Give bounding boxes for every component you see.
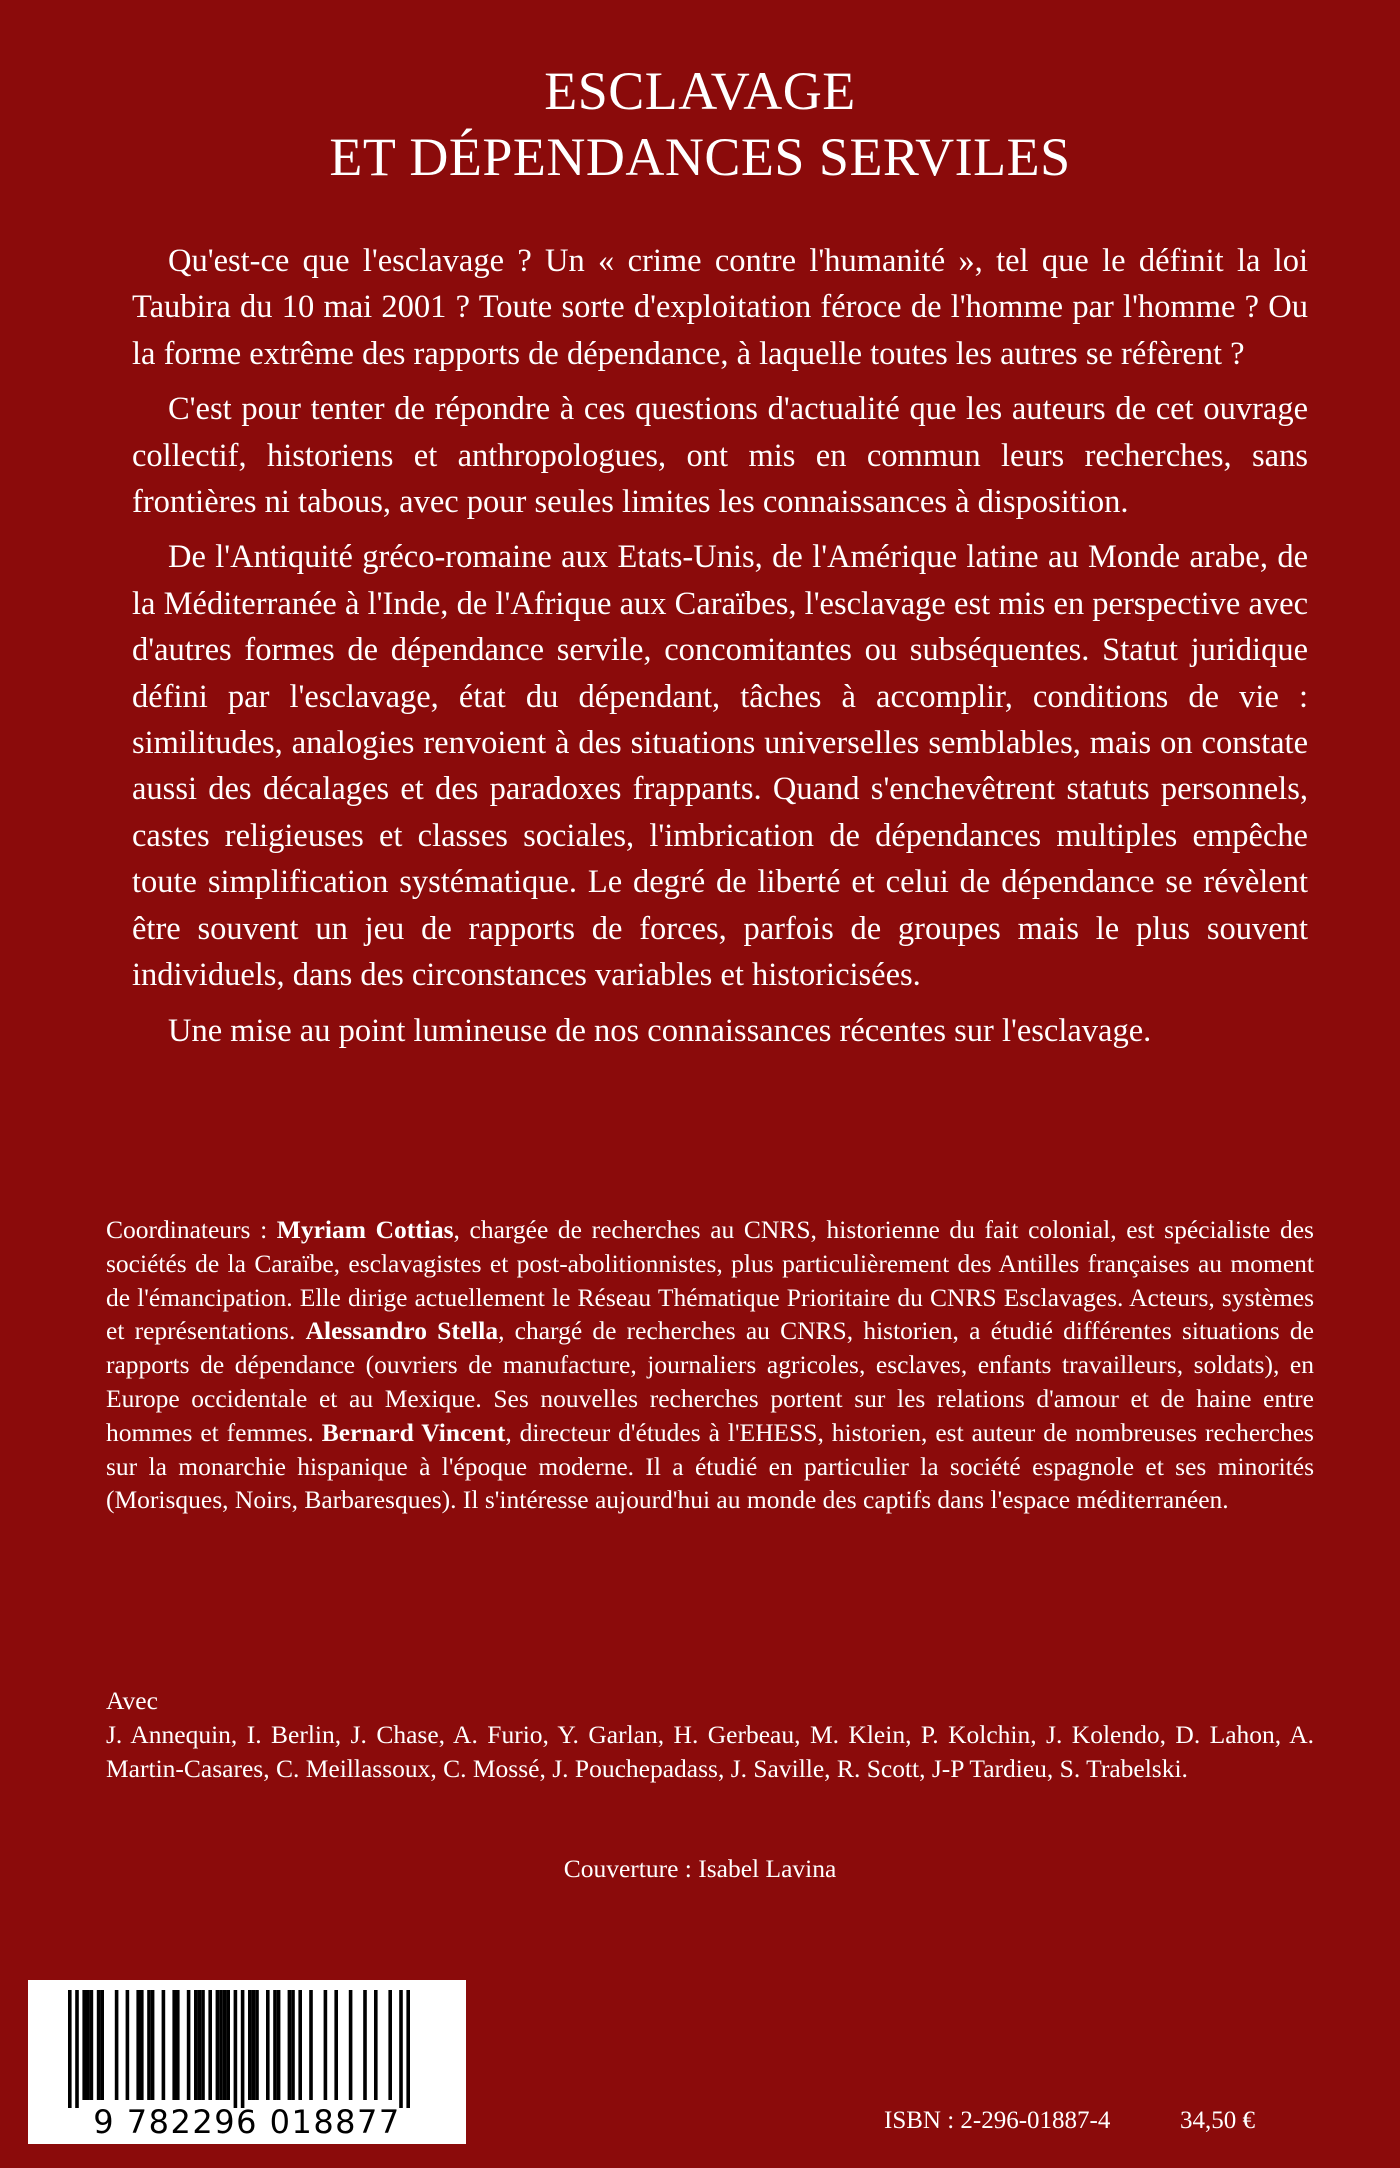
barcode-bar <box>115 1990 119 2100</box>
barcode-bar <box>82 1990 86 2100</box>
barcode-bar <box>136 1990 140 2100</box>
barcode-bar <box>151 1990 155 2100</box>
barcode-bar <box>252 1990 256 2100</box>
barcode-bar <box>266 1990 270 2100</box>
coordinators-bio <box>106 1213 1314 1517</box>
barcode-bar <box>349 1990 353 2100</box>
barcode <box>28 1980 466 2144</box>
blurb-paragraph: De l'Antiquité gréco-romaine aux Etats-Unis, de l'Amérique latine au Monde arabe, de la Méditerranée à l'Inde, de l'Afrique aux Caraïbes, l'esclavage est mis en perspective avec d'autres formes de dépendance servile, concomitantes ou subséquentes. Statut juridique défini par l'esclavage, état du dépendant, tâches à accomplir, conditions de vie : similitudes, analogies renvoient à des situations universelles semblables, mais on constate aussi des décalages et des paradoxes frappants. Quand s'enchevêtrent statuts personnels, castes religieuses et classes sociales, l'imbrication de dépendances multiples empêche toute simplification systématique. Le degré de liberté et celui de dépendance se révèlent être souvent un jeu de rapports de forces, parfois de groupes mais le plus souvent individuels, dans des circonstances variables et historicisées. <box>132 539 1308 994</box>
barcode-bar <box>100 1990 104 2100</box>
author-bio: , chargée de recherches au CNRS, historienne du fait colonial, est spécialiste des sociétés de la Caraïbe, esclavagistes et post-abolitionnistes, plus particulièrement des Antilles françaises au moment de l'émancipation. Elle dirige actuellement le Réseau Thématique Prioritaire du CNRS Esclavages. Acteurs, systèmes et représentations. <box>106 1215 1314 1346</box>
barcode-bar <box>216 1990 220 2100</box>
blurb-paragraph: Qu'est-ce que l'esclavage ? Un « crime contre l'humanité », tel que le définit la loi Taubira du 10 mai 2001 ? Toute sorte d'exploitation féroce de l'homme par l'homme ? Ou la forme extrême des rapports de dépendance, à laquelle toutes les autres se réfèrent ? <box>132 243 1308 372</box>
barcode-bar <box>298 1990 302 2100</box>
barcode-bar <box>324 1990 328 2100</box>
author-bio: , directeur d'études à l'EHESS, historien, est auteur de nombreuses recherches sur la monarchie hispanique à l'époque moderne. Il a étudié en particulier la société espagnole et ses minorités (Morisques, Noirs, Barbaresques). Il s'intéresse aujourd'hui au monde des captifs dans l'espace méditerranéen. <box>106 1417 1314 1515</box>
barcode-bar <box>291 1990 295 2100</box>
barcode-bar <box>248 1990 252 2100</box>
barcode-bar <box>388 1990 392 2100</box>
barcode-bar <box>223 1990 227 2100</box>
title-line-1: ESCLAVAGE <box>544 61 856 121</box>
isbn: ISBN : 2-296-01887-4 <box>884 2107 1111 2134</box>
barcode-bar <box>194 1990 198 2100</box>
barcode-bar <box>334 1990 338 2100</box>
blurb <box>132 238 1308 1063</box>
blurb-paragraph: C'est pour tenter de répondre à ces questions d'actualité que les auteurs de cet ouvrage collectif, historiens et anthropologues, ont mis en commun leurs recherches, sans frontières ni tabous, avec pour seules limites les connaissances à disposition. <box>132 391 1308 521</box>
title-line-2: ET DÉPENDANCES SERVILES <box>329 127 1071 187</box>
price: 34,50 € <box>1180 2107 1255 2134</box>
barcode-bar <box>140 1990 144 2100</box>
barcode-bar <box>176 1990 180 2100</box>
contributors-list: J. Annequin, I. Berlin, J. Chase, A. Furio, Y. Garlan, H. Gerbeau, M. Klein, P. Kolchin, J. Kolendo, D. Lahon, A. Martin-Casares, C. Meillassoux, C. Mossé, J. Pouchepadass, J. Saville, R. Scott, J-P Tardieu, S. Trabelski. <box>106 1719 1314 1783</box>
barcode-bar <box>68 1990 72 2108</box>
blurb-paragraph: Une mise au point lumineuse de nos connaissances récentes sur l'esclavage. <box>168 1012 1152 1049</box>
barcode-bar <box>374 1990 378 2100</box>
barcode-bar <box>277 1990 281 2100</box>
barcode-bar <box>309 1990 313 2100</box>
barcode-digits: 9 782296 018877 <box>93 2103 401 2141</box>
barcode-bar <box>241 1990 245 2108</box>
barcode-bar <box>162 1990 166 2100</box>
barcode-bar <box>198 1990 202 2100</box>
barcode-bar <box>97 1990 101 2100</box>
barcode-bar <box>86 1990 90 2100</box>
author-name: Myriam Cottias <box>276 1215 454 1244</box>
barcode-bar <box>147 1990 151 2100</box>
barcode-bar <box>234 1990 238 2108</box>
barcode-bar <box>219 1990 223 2100</box>
barcode-bar <box>75 1990 79 2108</box>
barcode-bar <box>288 1990 292 2100</box>
barcode-bar <box>90 1990 94 2100</box>
contributors <box>106 1684 1314 1785</box>
coordinators-label: Coordinateurs : <box>106 1215 277 1244</box>
barcode-bar <box>273 1990 277 2100</box>
cover-credit: Couverture : Isabel Lavina <box>563 1854 837 1883</box>
author-bio: , chargé de recherches au CNRS, historien, a étudié différentes situations de rapports de dépendance (ouvriers de manufacture, journaliers agricoles, esclaves, enfants travailleurs, soldats), en Europe occidentale et au Mexique. Ses nouvelles recherches portent sur les relations d'amour et de haine entre hommes et femmes. <box>106 1316 1314 1447</box>
author-name: Bernard Vincent <box>321 1417 506 1447</box>
barcode-bar <box>363 1990 367 2100</box>
barcode-bar <box>187 1990 191 2100</box>
barcode-bar <box>208 1990 212 2100</box>
contributors-label: Avec <box>106 1686 158 1715</box>
barcode-bar <box>255 1990 259 2100</box>
barcode-bar <box>226 1990 230 2100</box>
barcode-bar <box>126 1990 130 2100</box>
book-title <box>100 58 1300 190</box>
barcode-bar <box>399 1990 403 2108</box>
barcode-bar <box>201 1990 205 2100</box>
barcode-bar <box>172 1990 176 2100</box>
author-name: Alessandro Stella <box>305 1316 499 1346</box>
barcode-bar <box>406 1990 410 2108</box>
